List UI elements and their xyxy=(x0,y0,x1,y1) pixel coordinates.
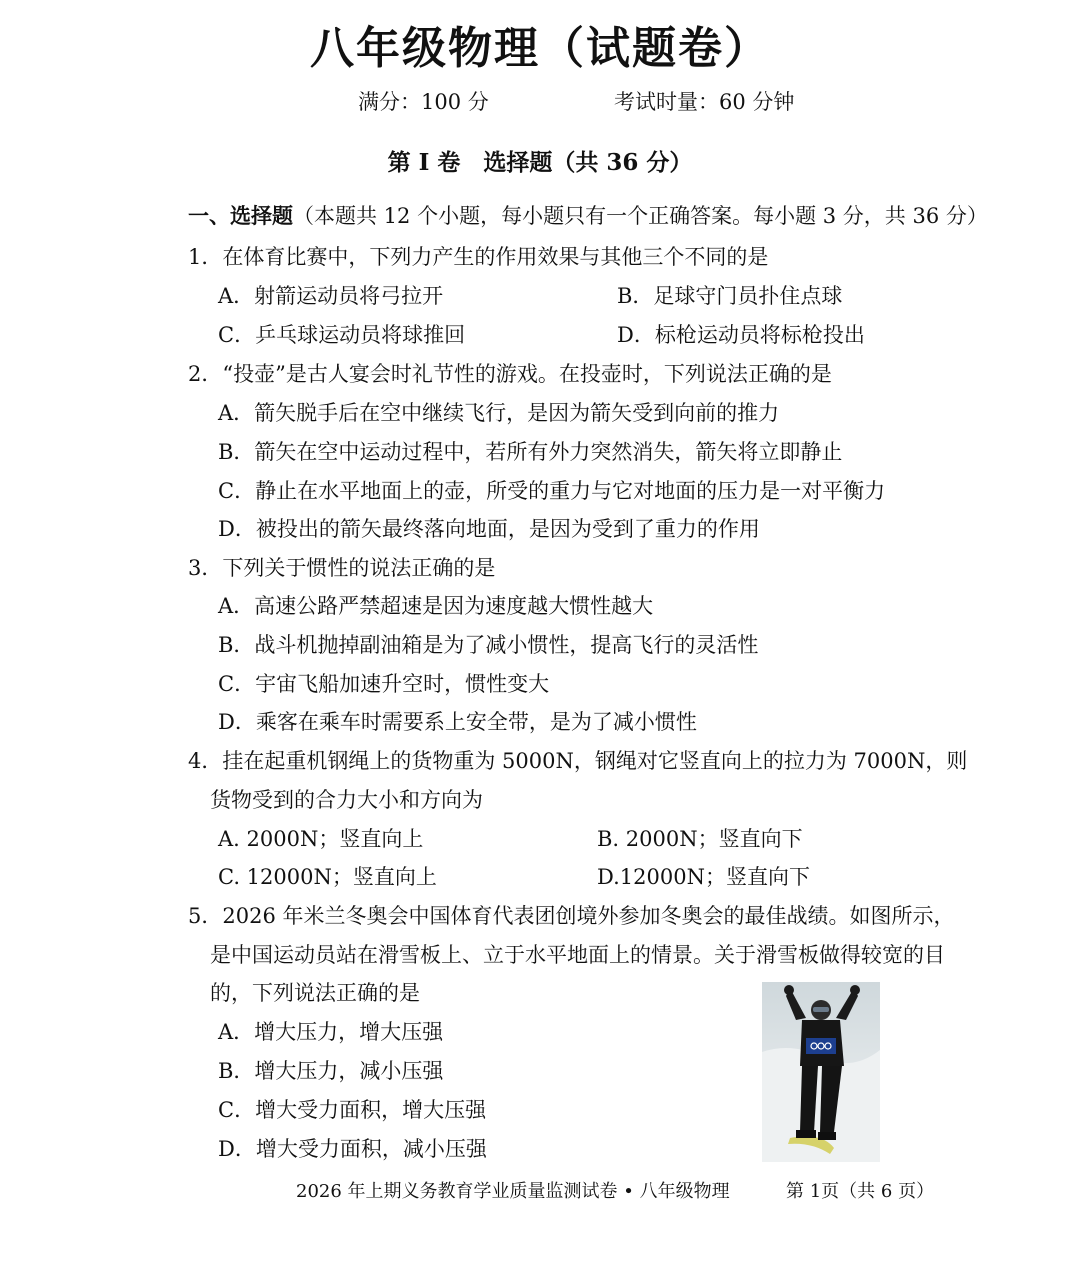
part-label: 一、选择题 xyxy=(188,203,293,228)
question-5-stem-line-1: 5．2026 年米兰冬奥会中国体育代表团创境外参加冬奥会的最佳战绩。如图所示， xyxy=(188,904,955,928)
question-2-stem: 2．“投壶”是古人宴会时礼节性的游戏。在投壶时，下列说法正确的是 xyxy=(188,362,832,386)
full-marks: 满分：100 分 xyxy=(358,90,489,114)
part-heading xyxy=(188,200,988,230)
snowboarder-photo xyxy=(762,982,880,1162)
question-2-option-c: C．静止在水平地面上的壶，所受的重力与它对地面的压力是一对平衡力 xyxy=(218,479,886,503)
question-1-option-b: B．足球守门员扑住点球 xyxy=(617,284,843,308)
page-title: 八年级物理（试题卷） xyxy=(310,23,770,74)
question-3-option-d: D．乘客在乘车时需要系上安全带，是为了减小惯性 xyxy=(218,710,697,734)
question-3-option-a: A．高速公路严禁超速是因为速度越大惯性越大 xyxy=(218,594,654,618)
question-4-option-a: A. 2000N；竖直向上 xyxy=(218,827,424,851)
question-1-option-c: C．乒乓球运动员将球推回 xyxy=(218,323,466,347)
question-5-option-a: A．增大压力，增大压强 xyxy=(218,1020,444,1044)
section-title: 第 I 卷 选择题（共 36 分） xyxy=(387,149,693,176)
part-note: （本题共 12 个小题，每小题只有一个正确答案。每小题 3 分，共 36 分） xyxy=(293,204,988,228)
question-1-option-d: D．标枪运动员将标枪投出 xyxy=(617,323,865,347)
question-1-option-a: A．射箭运动员将弓拉开 xyxy=(218,284,444,308)
question-3-stem: 3．下列关于惯性的说法正确的是 xyxy=(188,556,496,580)
snowboarder-illustration xyxy=(762,982,880,1162)
question-5-stem-line-3: 的，下列说法正确的是 xyxy=(210,981,420,1005)
footer-page-number: 第 1页（共 6 页） xyxy=(786,1181,935,1202)
question-2-option-a: A．箭矢脱手后在空中继续飞行，是因为箭矢受到向前的推力 xyxy=(218,401,780,425)
question-4-stem-line-2: 货物受到的合力大小和方向为 xyxy=(210,788,483,812)
question-5-stem-line-2: 是中国运动员站在滑雪板上、立于水平地面上的情景。关于滑雪板做得较宽的目 xyxy=(210,943,945,967)
footer-exam-name: 2026 年上期义务教育学业质量监测试卷 • 八年级物理 xyxy=(296,1181,730,1202)
question-5-option-d: D．增大受力面积，减小压强 xyxy=(218,1137,487,1161)
question-4-stem-line-1: 4．挂在起重机钢绳上的货物重为 5000N，钢绳对它竖直向上的拉力为 7000N，则 xyxy=(188,749,968,773)
exam-time: 考试时量：60 分钟 xyxy=(614,90,795,114)
question-4-option-d: D.12000N；竖直向下 xyxy=(597,865,810,889)
question-4-option-c: C. 12000N；竖直向上 xyxy=(218,865,437,889)
question-2-option-b: B．箭矢在空中运动过程中，若所有外力突然消失，箭矢将立即静止 xyxy=(218,440,843,464)
question-2-option-d: D．被投出的箭矢最终落向地面，是因为受到了重力的作用 xyxy=(218,517,760,541)
question-4-option-b: B. 2000N；竖直向下 xyxy=(597,827,803,851)
question-3-option-b: B．战斗机抛掉副油箱是为了减小惯性，提高飞行的灵活性 xyxy=(218,633,759,657)
question-5-option-b: B．增大压力，减小压强 xyxy=(218,1059,444,1083)
question-5-option-c: C．增大受力面积，增大压强 xyxy=(218,1098,487,1122)
question-3-option-c: C．宇宙飞船加速升空时，惯性变大 xyxy=(218,672,550,696)
question-1-stem: 1．在体育比赛中，下列力产生的作用效果与其他三个不同的是 xyxy=(188,245,769,269)
